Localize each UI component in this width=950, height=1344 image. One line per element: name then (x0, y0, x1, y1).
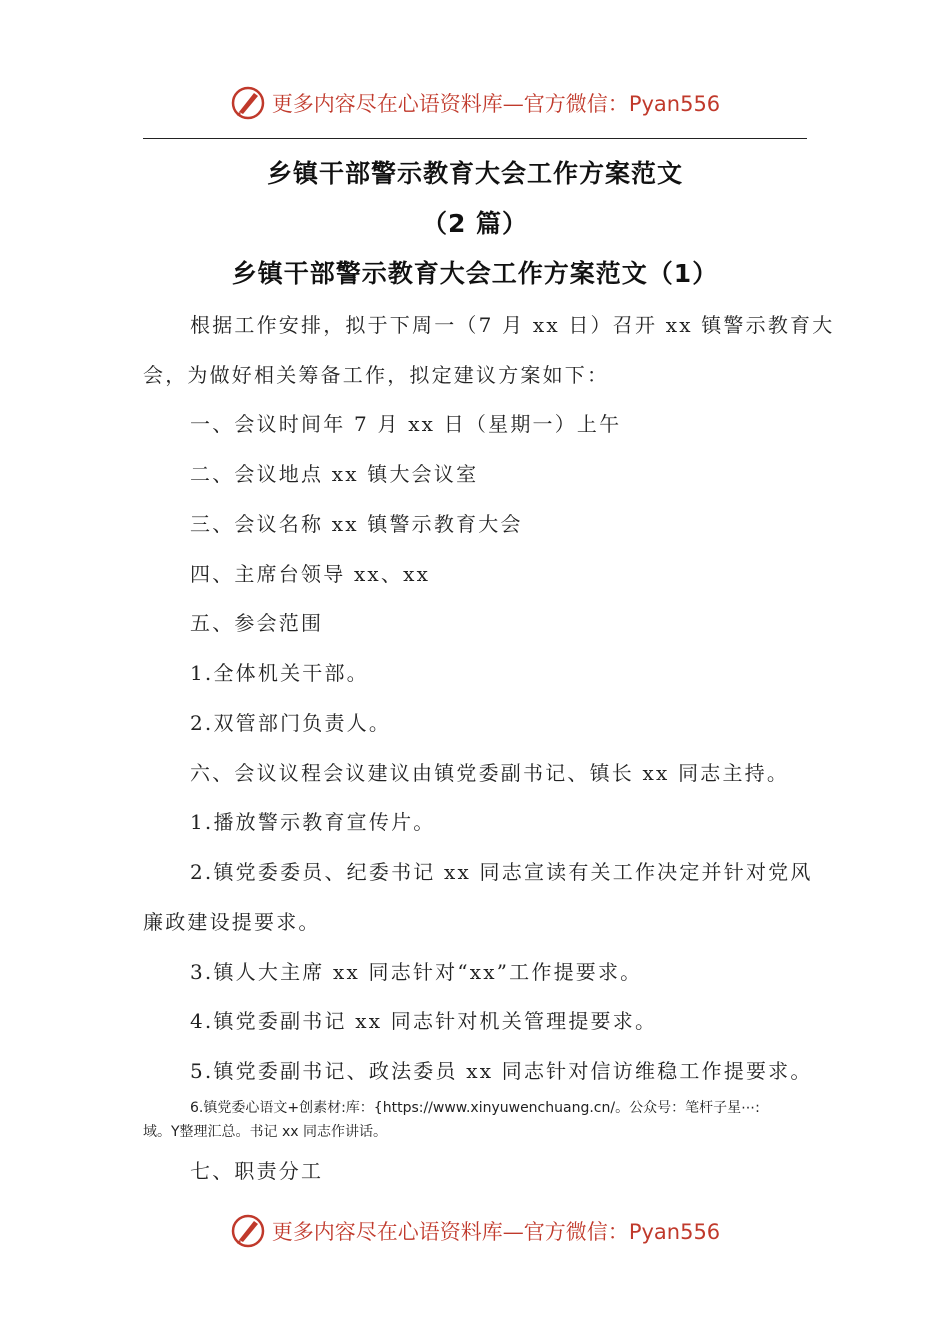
pen-logo-icon (230, 85, 266, 121)
header-banner (0, 78, 950, 128)
list-item-small: 6.镇党委心语文+创素材:库：{https://www.xinyuwenchuang.cn/。公众号：笔杆子星⋯: (190, 1100, 760, 1116)
section-heading: 二、会议地点 xx 镇大会议室 (190, 462, 479, 486)
section-heading: 五、参会范围 (190, 611, 324, 635)
paragraph-line: 根据工作安排，拟于下周一（7 月 xx 日）召开 xx 镇警示教育大 (190, 313, 835, 337)
section-heading: 一、会议时间年 7 月 xx 日（星期一）上午 (190, 412, 622, 436)
list-item: 2.镇党委委员、纪委书记 xx 同志宣读有关工作决定并针对党风 (190, 860, 813, 884)
section-title: 乡镇干部警示教育大会工作方案范文（1） (231, 259, 719, 288)
pen-logo-icon (230, 1213, 266, 1249)
list-item: 5.镇党委副书记、政法委员 xx 同志针对信访维稳工作提要求。 (190, 1059, 813, 1083)
list-item: 3.镇人大主席 xx 同志针对“xx”工作提要求。 (190, 960, 643, 984)
footer-banner (0, 1206, 950, 1256)
banner-text: 更多内容尽在心语资料库—官方微信：Pyan556 (271, 92, 721, 116)
section-heading: 四、主席台领导 xx、xx (190, 562, 431, 586)
list-item-continuation: 廉政建设提要求。 (143, 910, 321, 934)
section-heading: 三、会议名称 xx 镇警示教育大会 (190, 512, 523, 536)
paragraph-line: 会，为做好相关筹备工作，拟定建议方案如下： (143, 363, 610, 387)
list-item: 2.双管部门负责人。 (190, 711, 392, 735)
wechat-id: Pyan556 (628, 1220, 721, 1244)
section-heading: 七、职责分工 (190, 1159, 324, 1183)
list-item: 1.全体机关干部。 (190, 661, 369, 685)
list-item-small-continuation: 域。Y整理汇总。书记 xx 同志作讲话。 (143, 1124, 388, 1140)
banner-text: 更多内容尽在心语资料库—官方微信：Pyan556 (271, 1220, 721, 1244)
doc-subtitle-count: （2 篇） (421, 209, 529, 238)
list-item: 1.播放警示教育宣传片。 (190, 810, 436, 834)
wechat-id: Pyan556 (628, 92, 721, 116)
header-rule (143, 138, 807, 139)
doc-title: 乡镇干部警示教育大会工作方案范文 (266, 159, 683, 188)
list-item: 4.镇党委副书记 xx 同志针对机关管理提要求。 (190, 1009, 658, 1033)
section-heading: 六、会议议程会议建议由镇党委副书记、镇长 xx 同志主持。 (190, 761, 790, 785)
